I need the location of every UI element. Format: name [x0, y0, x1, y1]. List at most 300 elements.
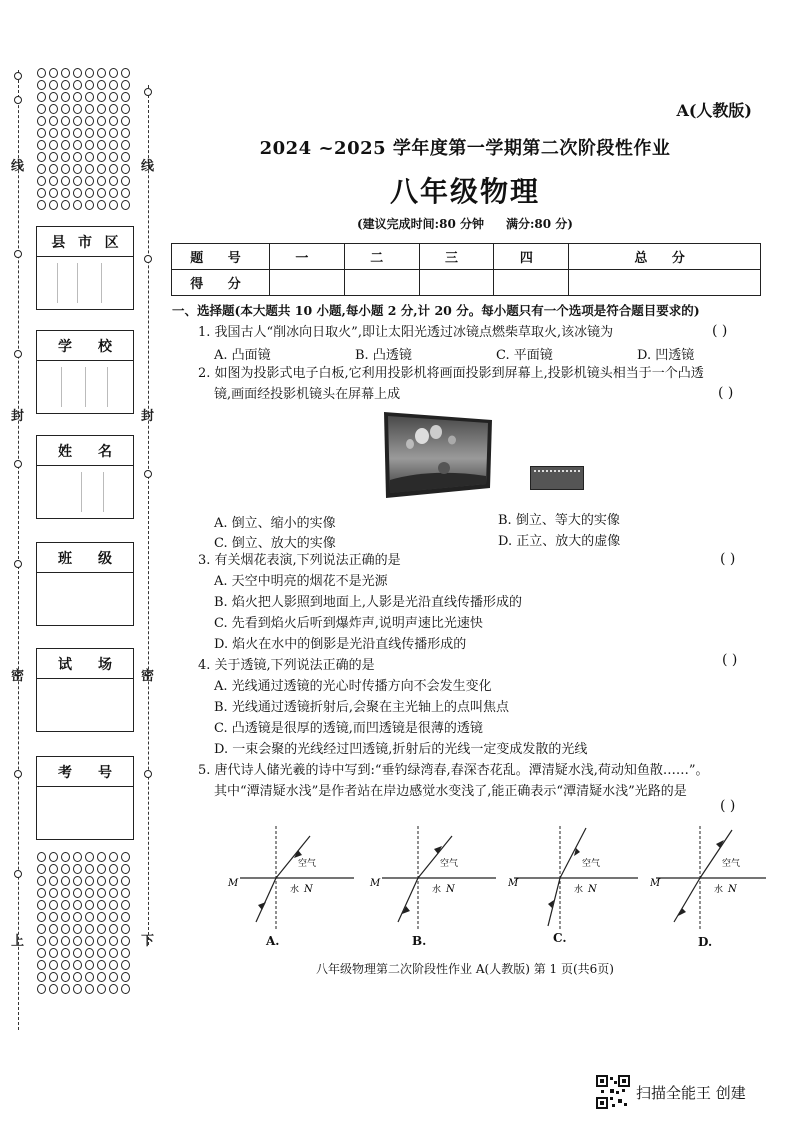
decor-dot — [85, 188, 94, 198]
decor-dot — [73, 128, 82, 138]
binding-dot — [14, 870, 22, 878]
decor-dot — [109, 80, 118, 90]
binding-dot — [144, 470, 152, 478]
decor-dot — [37, 140, 46, 150]
decor-dot — [61, 912, 70, 922]
decorative-dot-grid — [36, 68, 134, 210]
decor-dot — [121, 188, 130, 198]
time-info — [170, 215, 760, 232]
decor-dot — [121, 92, 130, 102]
decor-dot — [61, 936, 70, 946]
decor-dot — [85, 936, 94, 946]
decor-dot — [37, 924, 46, 934]
decor-dot — [37, 900, 46, 910]
decor-dot — [61, 924, 70, 934]
option: B. 光线通过透镜折射后,会聚在主光轴上的点叫焦点 — [214, 700, 509, 715]
decor-dot — [61, 116, 70, 126]
decor-dot — [121, 116, 130, 126]
refraction-diagram-d — [650, 822, 790, 932]
edition-label: A(人教版) — [676, 101, 752, 120]
decor-dot — [49, 68, 58, 78]
option: D. 正立、放大的虚像 — [498, 534, 621, 549]
table-cell: 一 — [270, 244, 345, 270]
decor-dot — [37, 164, 46, 174]
decor-dot — [109, 176, 118, 186]
decor-dot — [121, 176, 130, 186]
decor-dot — [73, 116, 82, 126]
decor-dot — [61, 900, 70, 910]
decor-dot — [73, 936, 82, 946]
decor-dot — [85, 948, 94, 958]
decor-dot — [85, 164, 94, 174]
decor-dot — [85, 900, 94, 910]
table-cell: 三 — [419, 244, 494, 270]
decor-dot — [121, 960, 130, 970]
decor-dot — [109, 852, 118, 862]
decor-dot — [37, 68, 46, 78]
decor-dot — [49, 80, 58, 90]
decor-dot — [109, 864, 118, 874]
label-n: N — [588, 884, 597, 895]
decor-dot — [49, 960, 58, 970]
binding-dash-line — [18, 70, 19, 1030]
decor-dot — [61, 188, 70, 198]
decor-dot — [109, 924, 118, 934]
label-air: 空气 — [722, 859, 741, 869]
decor-dot — [109, 200, 118, 210]
decor-dot — [85, 140, 94, 150]
decor-dot — [37, 104, 46, 114]
decor-dot — [121, 924, 130, 934]
decor-dot — [109, 68, 118, 78]
option: D. 焰火在水中的倒影是光沿直线传播形成的 — [214, 637, 467, 652]
label-air: 空气 — [298, 859, 317, 869]
decor-dot — [49, 116, 58, 126]
decor-dot — [37, 176, 46, 186]
table-cell: 四 — [494, 244, 569, 270]
decor-dot — [85, 104, 94, 114]
decor-dot — [73, 984, 82, 994]
decor-dot — [73, 140, 82, 150]
projector-image — [530, 466, 584, 490]
binding-char: 下 — [141, 934, 155, 949]
decor-dot — [85, 200, 94, 210]
label-n: N — [446, 884, 455, 895]
score-cell[interactable] — [569, 270, 761, 296]
decor-dot — [97, 140, 106, 150]
binding-char: 上 — [11, 934, 25, 949]
option: B. 焰火把人影照到地面上,人影是光沿直线传播形成的 — [214, 595, 522, 610]
decor-dot — [109, 948, 118, 958]
answer-paren[interactable]: ( ) — [722, 652, 738, 668]
decor-dot — [121, 972, 130, 982]
decor-dot — [121, 876, 130, 886]
refraction-diagram-b — [366, 822, 506, 932]
decor-dot — [109, 92, 118, 102]
binding-dot — [144, 88, 152, 96]
decor-dot — [85, 876, 94, 886]
decor-dot — [61, 104, 70, 114]
decor-dot — [37, 912, 46, 922]
decor-dot — [73, 80, 82, 90]
decor-dot — [73, 948, 82, 958]
decor-dot — [97, 92, 106, 102]
decor-dot — [49, 984, 58, 994]
decor-dot — [37, 188, 46, 198]
binding-char: 线 — [141, 159, 155, 174]
option: B. 倒立、等大的实像 — [498, 513, 620, 528]
score-cell[interactable] — [494, 270, 569, 296]
binding-dot — [14, 96, 22, 104]
decor-dot — [73, 176, 82, 186]
decor-dot — [37, 80, 46, 90]
decor-dot — [109, 912, 118, 922]
answer-paren[interactable]: ( ) — [720, 551, 736, 567]
label-water: 水 — [714, 885, 724, 895]
option: A. 倒立、缩小的实像 — [214, 516, 336, 531]
decor-dot — [109, 116, 118, 126]
question-5-stem-cont: 其中“潭清疑水浅”是作者站在岸边感觉水变浅了,能正确表示“潭清疑水浅”光路的是 — [214, 784, 687, 799]
decor-dot — [73, 92, 82, 102]
decor-dot — [49, 104, 58, 114]
binding-dot — [14, 460, 22, 468]
decor-dot — [49, 876, 58, 886]
question-5-stem: 5. 唐代诗人储光羲的诗中写到:“垂钓绿湾春,春深杏花乱。潭清疑水浅,荷动知鱼散……”。 — [198, 763, 709, 778]
decor-dot — [73, 164, 82, 174]
decor-dot — [73, 960, 82, 970]
option: C. 倒立、放大的实像 — [214, 536, 336, 551]
decor-dot — [109, 152, 118, 162]
label-m: M — [370, 878, 381, 889]
field-class-space[interactable] — [37, 573, 133, 625]
scanner-watermark — [596, 1075, 746, 1109]
page-title: 2024 ~2025 学年度第一学期第二次阶段性作业 — [259, 138, 671, 159]
decor-dot — [97, 116, 106, 126]
decor-dot — [97, 128, 106, 138]
decor-dot — [121, 68, 130, 78]
decor-dot — [73, 852, 82, 862]
field-exam-number-space[interactable] — [37, 787, 133, 839]
decor-dot — [73, 924, 82, 934]
field-class[interactable]: 班 级 — [36, 542, 134, 626]
decor-dot — [49, 972, 58, 982]
decor-dot — [97, 900, 106, 910]
decor-dot — [49, 924, 58, 934]
table-cell: 二 — [344, 244, 419, 270]
decor-dot — [85, 984, 94, 994]
decor-dot — [49, 176, 58, 186]
decor-dot — [85, 960, 94, 970]
field-county-space[interactable] — [37, 257, 133, 309]
suggested-time: (建议完成时间:80 分钟 — [357, 217, 484, 231]
field-exam-room[interactable]: 试 场 — [36, 648, 134, 732]
subject-title: 八年级物理 — [389, 175, 540, 208]
decor-dot — [49, 92, 58, 102]
table-cell: 总 分 — [569, 244, 761, 270]
option: A. 光线通过透镜的光心时传播方向不会发生变化 — [214, 679, 492, 694]
full-score: 满分:80 分) — [506, 217, 573, 231]
decor-dot — [121, 104, 130, 114]
decor-dot — [73, 200, 82, 210]
option: C. 先看到焰火后听到爆炸声,说明声速比光速快 — [214, 616, 483, 631]
decor-dot — [73, 104, 82, 114]
question-3-stem: 3. 有关烟花表演,下列说法正确的是 — [198, 553, 401, 568]
field-school[interactable]: 学 校 — [36, 330, 134, 414]
decor-dot — [121, 164, 130, 174]
decor-dot — [37, 984, 46, 994]
decor-dot — [97, 984, 106, 994]
decor-dot — [37, 888, 46, 898]
decor-dot — [85, 68, 94, 78]
decor-dot — [97, 936, 106, 946]
decor-dot — [85, 152, 94, 162]
question-4-stem: 4. 关于透镜,下列说法正确的是 — [198, 658, 375, 673]
binding-dot — [14, 72, 22, 80]
qr-code-icon — [596, 1075, 630, 1109]
score-cell[interactable] — [270, 270, 345, 296]
label-n: N — [728, 884, 737, 895]
decor-dot — [97, 188, 106, 198]
decor-dot — [97, 80, 106, 90]
decor-dot — [85, 924, 94, 934]
decor-dot — [97, 864, 106, 874]
decor-dot — [85, 80, 94, 90]
decor-dot — [85, 92, 94, 102]
decor-dot — [121, 900, 130, 910]
decor-dot — [73, 876, 82, 886]
decor-dot — [97, 924, 106, 934]
decor-dot — [61, 852, 70, 862]
field-county[interactable]: 县 市 区 — [36, 226, 134, 310]
option: B. 凸透镜 — [355, 348, 412, 363]
answer-paren[interactable]: ( ) — [718, 385, 734, 401]
label-air: 空气 — [440, 859, 459, 869]
label-water: 水 — [290, 885, 300, 895]
score-table-score-row — [172, 270, 761, 296]
decor-dot — [49, 188, 58, 198]
decor-dot — [61, 92, 70, 102]
decor-dot — [121, 152, 130, 162]
decor-dot — [97, 960, 106, 970]
decor-dot — [97, 152, 106, 162]
decor-dot — [61, 948, 70, 958]
label-water: 水 — [574, 885, 584, 895]
decor-dot — [97, 912, 106, 922]
decor-dot — [121, 864, 130, 874]
decor-dot — [121, 128, 130, 138]
option: A. 天空中明亮的烟花不是光源 — [214, 574, 388, 589]
decor-dot — [37, 116, 46, 126]
decor-dot — [61, 888, 70, 898]
decor-dot — [97, 888, 106, 898]
decor-dot — [49, 900, 58, 910]
decor-dot — [121, 948, 130, 958]
decor-dot — [109, 140, 118, 150]
label-m: M — [228, 878, 239, 889]
binding-char: 线 — [11, 159, 25, 174]
decor-dot — [61, 68, 70, 78]
decor-dot — [73, 912, 82, 922]
decor-dot — [49, 152, 58, 162]
refraction-diagram-a — [224, 822, 364, 932]
decor-dot — [121, 852, 130, 862]
table-cell: 得 分 — [172, 270, 270, 296]
decor-dot — [37, 972, 46, 982]
decor-dot — [97, 876, 106, 886]
option: A. — [266, 934, 280, 948]
decor-dot — [73, 900, 82, 910]
decor-dot — [121, 936, 130, 946]
option: D. 凹透镜 — [637, 348, 695, 363]
decor-dot — [85, 176, 94, 186]
decor-dot — [61, 140, 70, 150]
decor-dot — [37, 152, 46, 162]
decor-dot — [73, 152, 82, 162]
table-cell: 题 号 — [172, 244, 270, 270]
decor-dot — [49, 936, 58, 946]
decor-dot — [85, 972, 94, 982]
decor-dot — [97, 176, 106, 186]
decor-dot — [97, 852, 106, 862]
field-school-space[interactable] — [37, 361, 133, 413]
decor-dot — [37, 876, 46, 886]
label-m: M — [508, 878, 519, 889]
binding-dot — [144, 770, 152, 778]
decor-dot — [109, 972, 118, 982]
decor-dot — [109, 164, 118, 174]
decor-dot — [97, 68, 106, 78]
label-n: N — [304, 884, 313, 895]
decor-dot — [37, 936, 46, 946]
decor-dot — [37, 852, 46, 862]
decor-dot — [109, 984, 118, 994]
decor-dot — [73, 864, 82, 874]
refraction-diagram-c — [508, 822, 648, 932]
option: D. 一束会聚的光线经过凹透镜,折射后的光线一定变成发散的光线 — [214, 742, 588, 757]
binding-dot — [14, 350, 22, 358]
decor-dot — [109, 900, 118, 910]
decor-dot — [85, 128, 94, 138]
decor-dot — [121, 140, 130, 150]
decor-dot — [61, 972, 70, 982]
decor-dot — [61, 80, 70, 90]
binding-dot — [14, 770, 22, 778]
decor-dot — [121, 200, 130, 210]
decor-dot — [49, 128, 58, 138]
decor-dot — [97, 104, 106, 114]
score-table-header-row — [172, 244, 761, 270]
binding-char: 封 — [141, 409, 155, 424]
decor-dot — [109, 876, 118, 886]
decor-dot — [37, 128, 46, 138]
score-table — [171, 243, 761, 296]
decor-dot — [49, 864, 58, 874]
decor-dot — [37, 200, 46, 210]
decor-dot — [97, 972, 106, 982]
decor-dot — [121, 888, 130, 898]
question-2-stem-cont: 镜,画面经投影机镜头在屏幕上成 — [214, 387, 401, 402]
decor-dot — [97, 200, 106, 210]
decor-dot — [49, 912, 58, 922]
decor-dot — [61, 984, 70, 994]
field-name-space[interactable] — [37, 466, 133, 518]
section-heading: 一、选择题(本大题共 10 小题,每小题 2 分,计 20 分。每小题只有一个选项是符合题目要求的) — [172, 303, 700, 318]
decor-dot — [121, 80, 130, 90]
decor-dot — [61, 960, 70, 970]
label-air: 空气 — [582, 859, 601, 869]
binding-dot — [144, 255, 152, 263]
decor-dot — [85, 864, 94, 874]
answer-paren[interactable]: ( ) — [712, 323, 728, 339]
decor-dot — [85, 116, 94, 126]
decor-dot — [109, 128, 118, 138]
option: C. 凸透镜是很厚的透镜,而凹透镜是很薄的透镜 — [214, 721, 483, 736]
field-exam-number[interactable]: 考 号 — [36, 756, 134, 840]
field-name[interactable]: 姓 名 — [36, 435, 134, 519]
decor-dot — [37, 960, 46, 970]
option: D. — [698, 935, 713, 949]
binding-char: 密 — [141, 669, 155, 684]
page-footer: 八年级物理第二次阶段性作业 A(人教版) 第 1 页(共6页) — [316, 962, 614, 976]
decor-dot — [61, 152, 70, 162]
binding-dot — [14, 250, 22, 258]
decor-dot — [61, 200, 70, 210]
decor-dot — [73, 68, 82, 78]
answer-paren[interactable]: ( ) — [720, 798, 736, 814]
decor-dot — [109, 936, 118, 946]
decor-dot — [49, 140, 58, 150]
decor-dot — [49, 164, 58, 174]
decor-dot — [37, 864, 46, 874]
option: C. — [553, 931, 567, 945]
score-cell[interactable] — [344, 270, 419, 296]
decor-dot — [61, 128, 70, 138]
option: B. — [412, 934, 427, 948]
whiteboard-image — [382, 410, 494, 500]
decor-dot — [37, 92, 46, 102]
decor-dot — [61, 164, 70, 174]
binding-char: 密 — [11, 669, 25, 684]
decor-dot — [61, 176, 70, 186]
decor-dot — [121, 912, 130, 922]
watermark-text: 扫描全能王 创建 — [636, 1083, 746, 1102]
decor-dot — [49, 200, 58, 210]
label-m: M — [650, 878, 661, 889]
decor-dot — [49, 888, 58, 898]
option: C. 平面镜 — [496, 348, 553, 363]
decor-dot — [97, 948, 106, 958]
label-water: 水 — [432, 885, 442, 895]
decor-dot — [49, 852, 58, 862]
decor-dot — [85, 852, 94, 862]
binding-dot — [14, 560, 22, 568]
decor-dot — [85, 888, 94, 898]
binding-dash-line-inner — [148, 85, 149, 945]
option: A. 凸面镜 — [214, 348, 271, 363]
field-exam-room-space[interactable] — [37, 679, 133, 731]
decor-dot — [73, 972, 82, 982]
decor-dot — [109, 888, 118, 898]
binding-char: 封 — [11, 409, 25, 424]
decor-dot — [121, 984, 130, 994]
decorative-dot-grid — [36, 852, 134, 994]
decor-dot — [61, 864, 70, 874]
question-1-stem: 1. 我国古人“削冰向日取火”,即让太阳光透过冰镜点燃柴草取火,该冰镜为 — [198, 325, 614, 340]
score-cell[interactable] — [419, 270, 494, 296]
decor-dot — [49, 948, 58, 958]
decor-dot — [85, 912, 94, 922]
decor-dot — [73, 888, 82, 898]
